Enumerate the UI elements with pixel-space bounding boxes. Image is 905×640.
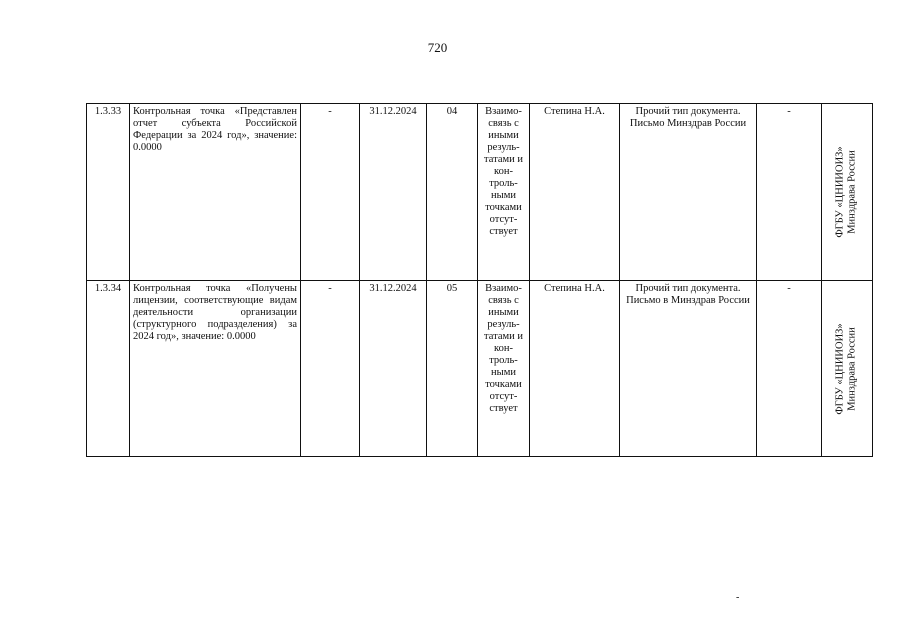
document-code: 04 xyxy=(427,104,478,281)
organization-name xyxy=(835,146,859,237)
deadline-date: 31.12.2024 xyxy=(360,104,427,281)
control-point-description: Контрольная точка «Получены лицензии, соответствующие видам деятельности организации (структурного подразделения) за 2024 год», значение: 0.0000 xyxy=(130,281,301,457)
row-number: 1.3.34 xyxy=(87,281,130,457)
organization-line-1: ФГБУ «ЦНИИОИЗ» xyxy=(835,322,846,415)
organization-line-2: Минздрава России xyxy=(847,150,858,234)
control-points-table xyxy=(86,103,873,457)
document-type: Прочий тип документа. Письмо Минздрав России xyxy=(620,104,757,281)
empty-value-cell: - xyxy=(757,104,822,281)
organization-name xyxy=(835,323,859,414)
page-number: 720 xyxy=(427,40,448,55)
document-code: 05 xyxy=(427,281,478,457)
relationship-note: Взаимо- связь с иными резуль- татами и кон- троль- ными точками отсут- ствует xyxy=(478,104,530,281)
organization-line-1: ФГБУ «ЦНИИОИЗ» xyxy=(835,146,846,238)
responsible-person: Степина Н.А. xyxy=(530,281,620,457)
responsible-person: Степина Н.А. xyxy=(530,104,620,281)
organization-cell xyxy=(822,281,873,457)
table-row xyxy=(87,104,873,281)
deadline-date: 31.12.2024 xyxy=(360,281,427,457)
row-number: 1.3.33 xyxy=(87,104,130,281)
document-type: Прочий тип документа. Письмо в Минздрав России xyxy=(620,281,757,457)
organization-line-2: Минздрава России xyxy=(847,326,858,411)
empty-value-cell: - xyxy=(301,281,360,457)
table-row xyxy=(87,281,873,457)
relationship-note: Взаимо- связь с иными резуль- татами и кон- троль- ными точками отсут- ствует xyxy=(478,281,530,457)
control-point-description: Контрольная точка «Представлен отчет субъекта Российской Федерации за 2024 год», значение: 0.0000 xyxy=(130,104,301,281)
bottom-mark: - xyxy=(736,592,740,603)
empty-value-cell: - xyxy=(757,281,822,457)
organization-cell xyxy=(822,104,873,281)
empty-value-cell: - xyxy=(301,104,360,281)
